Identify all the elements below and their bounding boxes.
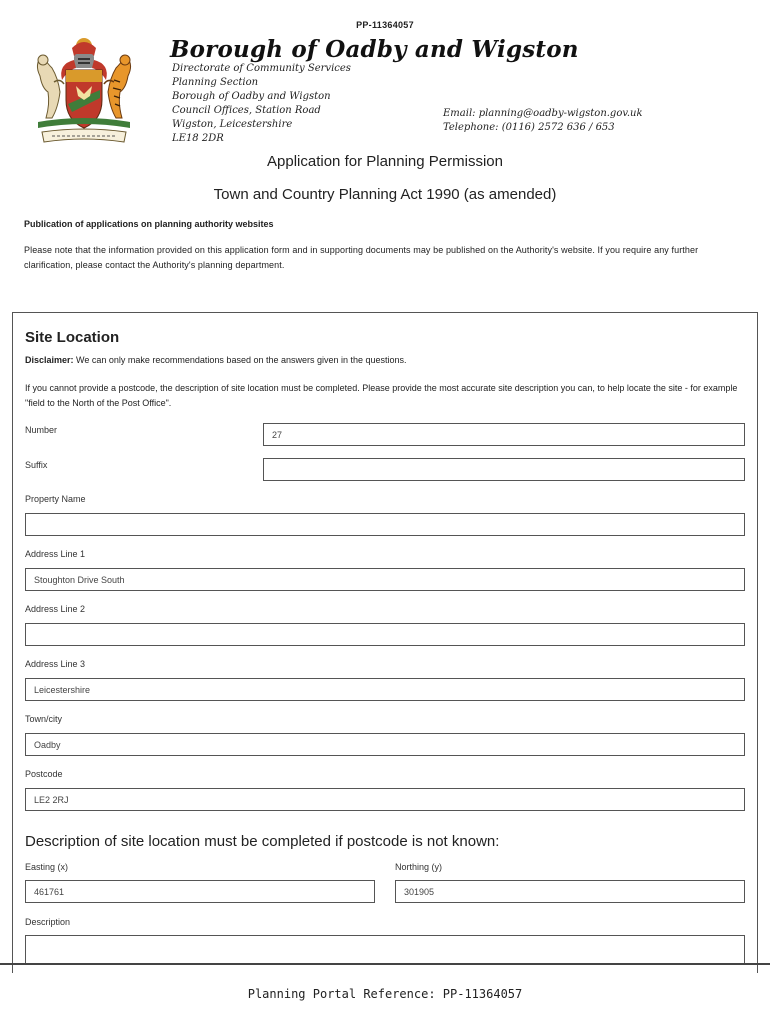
footer-reference: Planning Portal Reference: PP-11364057 <box>247 987 523 1001</box>
suffix-label: Suffix <box>25 460 48 470</box>
address-line-3-field[interactable]: Leicestershire <box>25 678 745 701</box>
postcode-label: Postcode <box>25 769 63 779</box>
suffix-field[interactable] <box>263 458 745 481</box>
easting-label: Easting (x) <box>25 862 69 872</box>
address-line: Council Offices, Station Road <box>172 105 321 116</box>
description-label: Description <box>25 917 71 927</box>
property-name-label: Property Name <box>25 494 86 504</box>
council-email: Email: planning@oadby-wigston.gov.uk <box>443 108 643 119</box>
town-city-label: Town/city <box>25 714 63 724</box>
address-line: Borough of Oadby and Wigston <box>172 91 331 102</box>
address-line-2-label: Address Line 2 <box>25 604 86 614</box>
top-reference: PP-11364057 <box>356 20 414 30</box>
disclaimer <box>25 355 407 365</box>
address-line-1-field[interactable]: Stoughton Drive South <box>25 568 745 591</box>
council-name: Borough of Oadby and Wigston <box>170 36 579 63</box>
easting-field[interactable]: 461761 <box>25 880 375 903</box>
page-divider <box>0 963 770 965</box>
disclaimer-text: We can only make recommendations based on the answers given in the questions. <box>73 355 407 365</box>
town-city-field[interactable]: Oadby <box>25 733 745 756</box>
number-label: Number <box>25 425 58 435</box>
form-act-title: Town and Country Planning Act 1990 (as amended) <box>213 186 557 203</box>
form-title: Application for Planning Permission <box>267 153 503 170</box>
site-location-title: Site Location <box>25 329 120 346</box>
address-line-3-label: Address Line 3 <box>25 659 86 669</box>
address-line-1-label: Address Line 1 <box>25 549 86 559</box>
property-name-field[interactable] <box>25 513 745 536</box>
postcode-field[interactable]: LE2 2RJ <box>25 788 745 811</box>
site-description-heading: Description of site location must be completed if postcode is not known: <box>25 833 500 850</box>
council-telephone: Telephone: (0116) 2572 636 / 653 <box>443 122 615 133</box>
address-line-2-field[interactable] <box>25 623 745 646</box>
council-contact <box>443 107 643 135</box>
address-line: Wigston, Leicestershire <box>172 119 293 130</box>
council-address <box>172 62 351 146</box>
address-line: Planning Section <box>172 77 259 88</box>
site-location-help: If you cannot provide a postcode, the description of site location must be completed. Please provide the most accurate site description you can, to help locate the site - for example "field to the North of the Post Office". <box>25 383 738 408</box>
northing-field[interactable]: 301905 <box>395 880 745 903</box>
northing-label: Northing (y) <box>395 862 443 872</box>
publication-text: Please note that the information provided on this application form and in supporting documents may be published on the Authority's website. If you require any further clarification, please contact the Authority's planning department. <box>24 245 699 270</box>
number-field[interactable]: 27 <box>263 423 745 446</box>
description-field[interactable] <box>25 935 745 963</box>
disclaimer-label: Disclaimer: <box>25 355 74 365</box>
address-line: LE18 2DR <box>172 133 224 144</box>
council-crest-icon <box>28 34 140 152</box>
address-line: Directorate of Community Services <box>172 63 351 74</box>
publication-heading: Publication of applications on planning authority websites <box>24 219 274 229</box>
